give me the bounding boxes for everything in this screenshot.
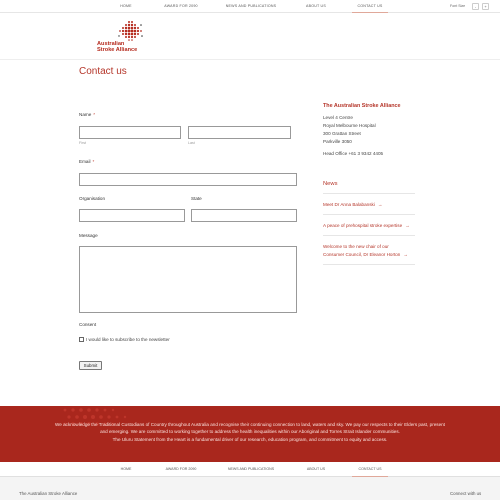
news-link-text: A peace of prehospital stroke expertise — [323, 223, 403, 228]
nav-news[interactable]: NEWS AND PUBLICATIONS — [225, 4, 277, 8]
footer-nav-news[interactable]: NEWS AND PUBLICATIONS — [227, 467, 275, 471]
news-link[interactable] — [323, 201, 382, 209]
acknowledgement-line-3: The Uluru Statement from the Heart is a fundamental driver of our research, education program, and commitment to equity and access. — [112, 437, 388, 442]
arrow-right-icon: → — [403, 252, 408, 257]
state-label: State — [191, 196, 202, 201]
required-mark: * — [92, 159, 95, 164]
first-label: First — [79, 141, 86, 145]
news-link-line-2 — [323, 251, 408, 259]
news-link-text: Welcome to the new chair of our — [323, 244, 389, 249]
nav-home[interactable]: HOME — [120, 4, 132, 8]
acknowledgement-line-2: and emerging. We are committed to working together to address the health inequalities within our Aboriginal and Torres Strait Islander communities. — [100, 429, 400, 434]
email-label — [79, 159, 94, 164]
font-size-label: Font Size — [450, 4, 466, 8]
footer-nav-home[interactable]: HOME — [120, 467, 132, 471]
news-link[interactable] — [323, 222, 410, 230]
newsletter-checkbox-label[interactable]: I would like to subscribe to the newsletter — [86, 337, 170, 342]
newsletter-checkbox[interactable] — [79, 337, 84, 342]
name-label — [79, 112, 95, 117]
logo-line-2: Stroke Alliance — [97, 47, 138, 53]
divider — [323, 214, 415, 215]
top-nav — [0, 0, 500, 13]
message-label: Message — [79, 233, 98, 238]
acknowledgement-line-1: We acknowledge the Traditional Custodians of Country throughout Australia and recognise their continuing connection to land, waters and sky. We pay our respects to their Elders past, present — [55, 422, 445, 427]
acknowledgement-banner — [0, 406, 500, 462]
nav-award[interactable]: AWARD FOR 2090 — [164, 4, 198, 8]
address-line: Parkville 3050 — [323, 139, 352, 144]
site-header — [0, 13, 500, 60]
consent-label: Consent — [79, 322, 97, 327]
footer-nav — [0, 462, 500, 477]
email-label-text: Email — [79, 159, 91, 164]
state-input[interactable] — [191, 209, 297, 222]
news-link[interactable] — [323, 243, 408, 259]
divider — [323, 264, 415, 265]
divider — [323, 235, 415, 236]
email-input[interactable] — [79, 173, 297, 186]
phone-number: Head Office +61 3 9342 4405 — [323, 151, 384, 156]
footer-nav-about[interactable]: ABOUT US — [306, 467, 326, 471]
nav-contact[interactable]: CONTACT US — [352, 0, 388, 13]
font-decrease-button[interactable]: - — [472, 3, 479, 10]
news-heading: News — [323, 181, 338, 187]
news-link-text: Consumer Council, Dr Eleanor Horton — [323, 252, 401, 257]
message-textarea[interactable] — [79, 246, 297, 313]
connect-link[interactable]: Connect with us — [450, 491, 482, 496]
news-link-text: Meet Dr Anna Balabanski — [323, 202, 375, 207]
submit-button[interactable]: Submit — [79, 361, 102, 370]
sidebar-org-title: The Australian Stroke Alliance — [323, 103, 401, 109]
last-name-input[interactable] — [188, 126, 291, 139]
last-label: Last — [188, 141, 195, 145]
organisation-label: Organisation — [79, 196, 106, 201]
logo-line-1: Australian — [97, 41, 125, 47]
font-increase-button[interactable]: + — [482, 3, 489, 10]
logo-wordmark[interactable] — [97, 41, 137, 53]
arrow-right-icon: → — [405, 223, 410, 228]
name-label-text: Name — [79, 112, 92, 117]
address-line: 300 Grattan Street — [323, 131, 361, 136]
footer — [0, 477, 500, 500]
footer-nav-contact[interactable]: CONTACT US — [352, 462, 388, 477]
address-line: Royal Melbourne Hospital — [323, 123, 376, 128]
divider — [323, 193, 415, 194]
nav-about[interactable]: ABOUT US — [306, 4, 326, 8]
address-line: Level 4 Centre — [323, 115, 353, 120]
organisation-input[interactable] — [79, 209, 185, 222]
arrow-right-icon: → — [377, 202, 383, 207]
first-name-input[interactable] — [79, 126, 181, 139]
footer-nav-award[interactable]: AWARD FOR 2090 — [165, 467, 197, 471]
required-mark: * — [93, 112, 96, 117]
page-title: Contact us — [79, 66, 127, 77]
footer-org-name: The Australian Stroke Alliance — [19, 491, 78, 496]
logo-dots-icon[interactable] — [115, 20, 145, 42]
